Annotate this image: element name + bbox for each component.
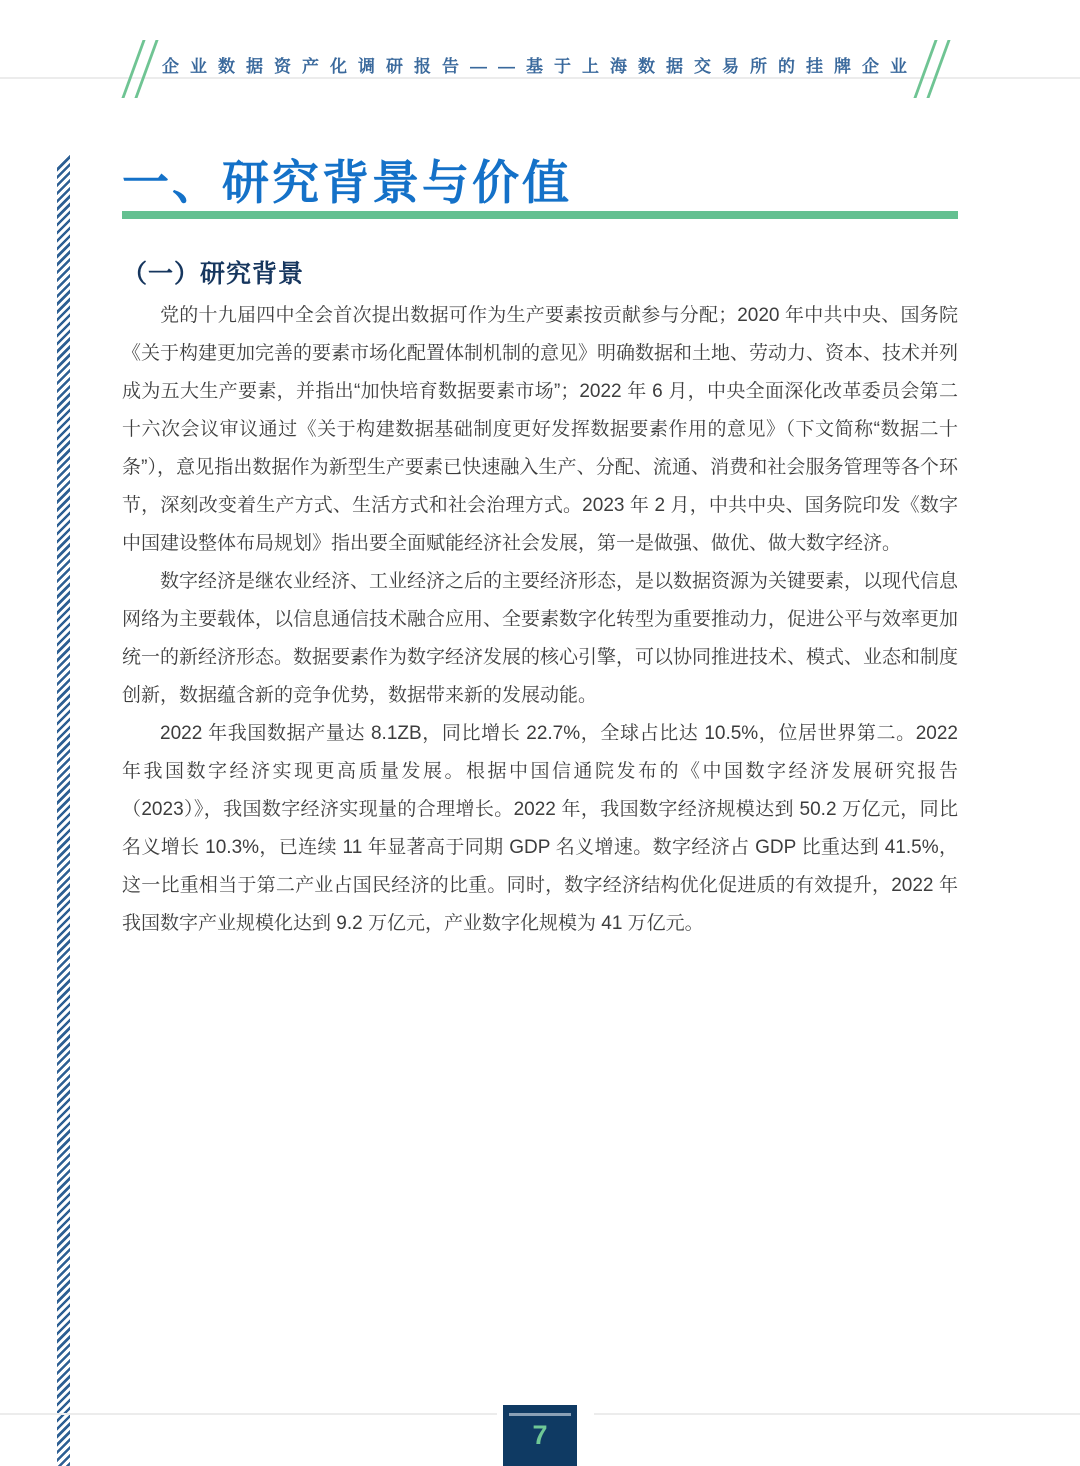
- double-slash-icon-left: [132, 40, 148, 98]
- page-number: 7: [532, 1420, 548, 1450]
- slash-icon: [121, 40, 145, 98]
- paragraph-3: 2022 年我国数据产量达 8.1ZB，同比增长 22.7%，全球占比达 10.5%，位居世界第二。2022 年我国数字经济实现更高质量发展。根据中国信通院发布的《中国数字经济发展研究报告（2023）》，我国数字经济实现量的合理增长。2022 年，我国数字经济规模达到 50.2 万亿元，同比名义增长 10.3%，已连续 11 年显著高于同期 GDP 名义增速。数字经济占 GDP 比重达到 41.5%，这一比重相当于第二产业占国民经济的比重。同时，数字经济结构优化促进质的有效提升，2022 年我国数字产业规模化达到 9.2 万亿元，产业数字化规模为 41 万亿元。: [122, 723, 958, 934]
- title-underline-bar: [122, 211, 958, 219]
- hatched-stripe-decoration: [57, 152, 70, 1466]
- paragraph-1: 党的十九届四中全会首次提出数据可作为生产要素按贡献参与分配；2020 年中共中央、国务院《关于构建更加完善的要素市场化配置体制机制的意见》明确数据和土地、劳动力、资本、技术并列成为五大生产要素，并指出“加快培育数据要素市场”；2022 年 6 月，中央全面深化改革委员会第二十六次会议审议通过《关于构建数据基础制度更好发挥数据要素作用的意见》（下文简称“数据二十条”），意见指出数据作为新型生产要素已快速融入生产、分配、流通、消费和社会服务管理等各个环节，深刻改变着生产方式、生活方式和社会治理方式。2023 年 2 月，中共中央、国务院印发《数字中国建设整体布局规划》指出要全面赋能经济社会发展，第一是做强、做优、做大数字经济。: [122, 305, 959, 554]
- body-text: [122, 297, 958, 943]
- page-number-box-line: [509, 1413, 571, 1416]
- section-heading: （一）研究背景: [122, 260, 305, 288]
- double-slash-icon-right: [924, 40, 940, 98]
- page-number-box: [503, 1405, 577, 1466]
- footer-divider-line-left: [0, 1413, 497, 1415]
- paragraph-2: 数字经济是继农业经济、工业经济之后的主要经济形态，是以数据资源为关键要素，以现代信息网络为主要载体，以信息通信技术融合应用、全要素数字化转型为重要推动力，促进公平与效率更加统一的新经济形态。数据要素作为数字经济发展的核心引擎，可以协同推进技术、模式、业态和制度创新，数据蕴含新的竞争优势，数据带来新的发展动能。: [122, 571, 959, 706]
- header-divider-line: [0, 77, 1080, 79]
- chapter-title: 一、研究背景与价值: [122, 156, 572, 209]
- footer-divider-line-right: [594, 1413, 1080, 1415]
- report-header-title: 企业数据资产化调研报告——基于上海数据交易所的挂牌企业: [162, 57, 918, 76]
